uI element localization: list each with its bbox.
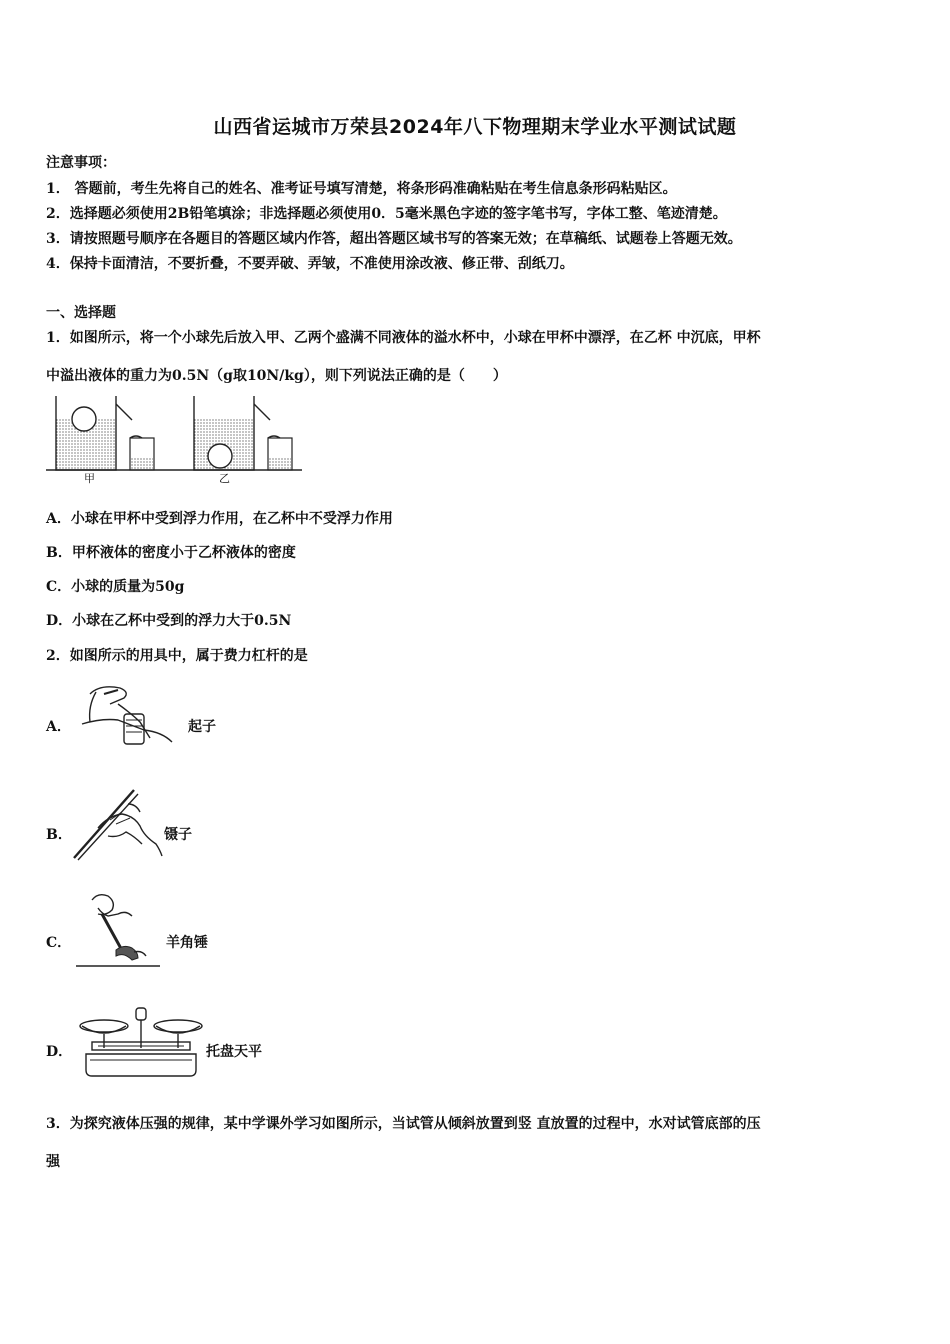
question-1-text: 1．如图所示，将一个小球先后放入甲、乙两个盛满不同液体的溢水杯中，小球在甲杯中漂浮，在乙杯 中沉底，甲杯 [46,330,761,346]
page-title: 山西省运城市万荣县2024年八下物理期末学业水平测试试题 [213,116,737,138]
option-b-letter: B． [46,827,72,843]
option-b: B．甲杯液体的密度小于乙杯液体的密度 [46,545,296,561]
option-d: D．小球在乙杯中受到的浮力大于0.5N [46,613,292,629]
section-heading: 一、选择题 [46,305,116,321]
tweezers-icon [70,786,166,864]
claw-hammer-icon [76,890,160,970]
option-a-letter: A． [46,719,71,735]
notice-heading: 注意事项： [46,155,116,171]
option-b-label: 镊子 [164,827,192,843]
figure-label-jia: 甲 [84,472,95,485]
option-a: A．小球在甲杯中受到浮力作用，在乙杯中不受浮力作用 [46,511,393,527]
question-3-text: 强 [46,1154,60,1170]
cup-yi-icon [194,396,292,470]
figure-label-yi: 乙 [219,472,230,485]
option-a-label: 起子 [188,719,216,735]
notice-item: 1． 答题前，考生先将自己的姓名、准考证号填写清楚，将条形码准确粘贴在考生信息条形码粘贴区。 [46,181,677,197]
notice-item: 2．选择题必须使用2B铅笔填涂；非选择题必须使用0．5毫米黑色字迹的签字笔书写，字体工整、笔迹清楚。 [46,206,727,222]
option-d-letter: D． [46,1044,73,1060]
option-c-label: 羊角锤 [166,935,208,951]
question-3-text: 3．为探究液体压强的规律，某中学课外学习如图所示，当试管从倾斜放置到竖 直放置的过程中，水对试管底部的压 [46,1116,761,1132]
option-c: C．小球的质量为50g [46,579,185,595]
overflow-cups-figure [44,392,304,488]
notice-item: 4．保持卡面清洁，不要折叠，不要弄破、弄皱，不准使用涂改液、修正带、刮纸刀。 [46,256,574,272]
notice-item: 3．请按照题号顺序在各题目的答题区域内作答，超出答题区域书写的答案无效；在草稿纸、试题卷上答题无效。 [46,231,742,247]
cup-jia-icon [56,396,154,470]
balance-scale-icon [76,1004,206,1082]
option-c-letter: C． [46,935,72,951]
option-d-label: 托盘天平 [206,1044,262,1060]
question-1-text: 中溢出液体的重力为0.5N（g取10N/kg），则下列说法正确的是（ ） [46,368,507,384]
question-2-text: 2．如图所示的用具中，属于费力杠杆的是 [46,648,308,664]
bottle-opener-icon [76,680,180,750]
